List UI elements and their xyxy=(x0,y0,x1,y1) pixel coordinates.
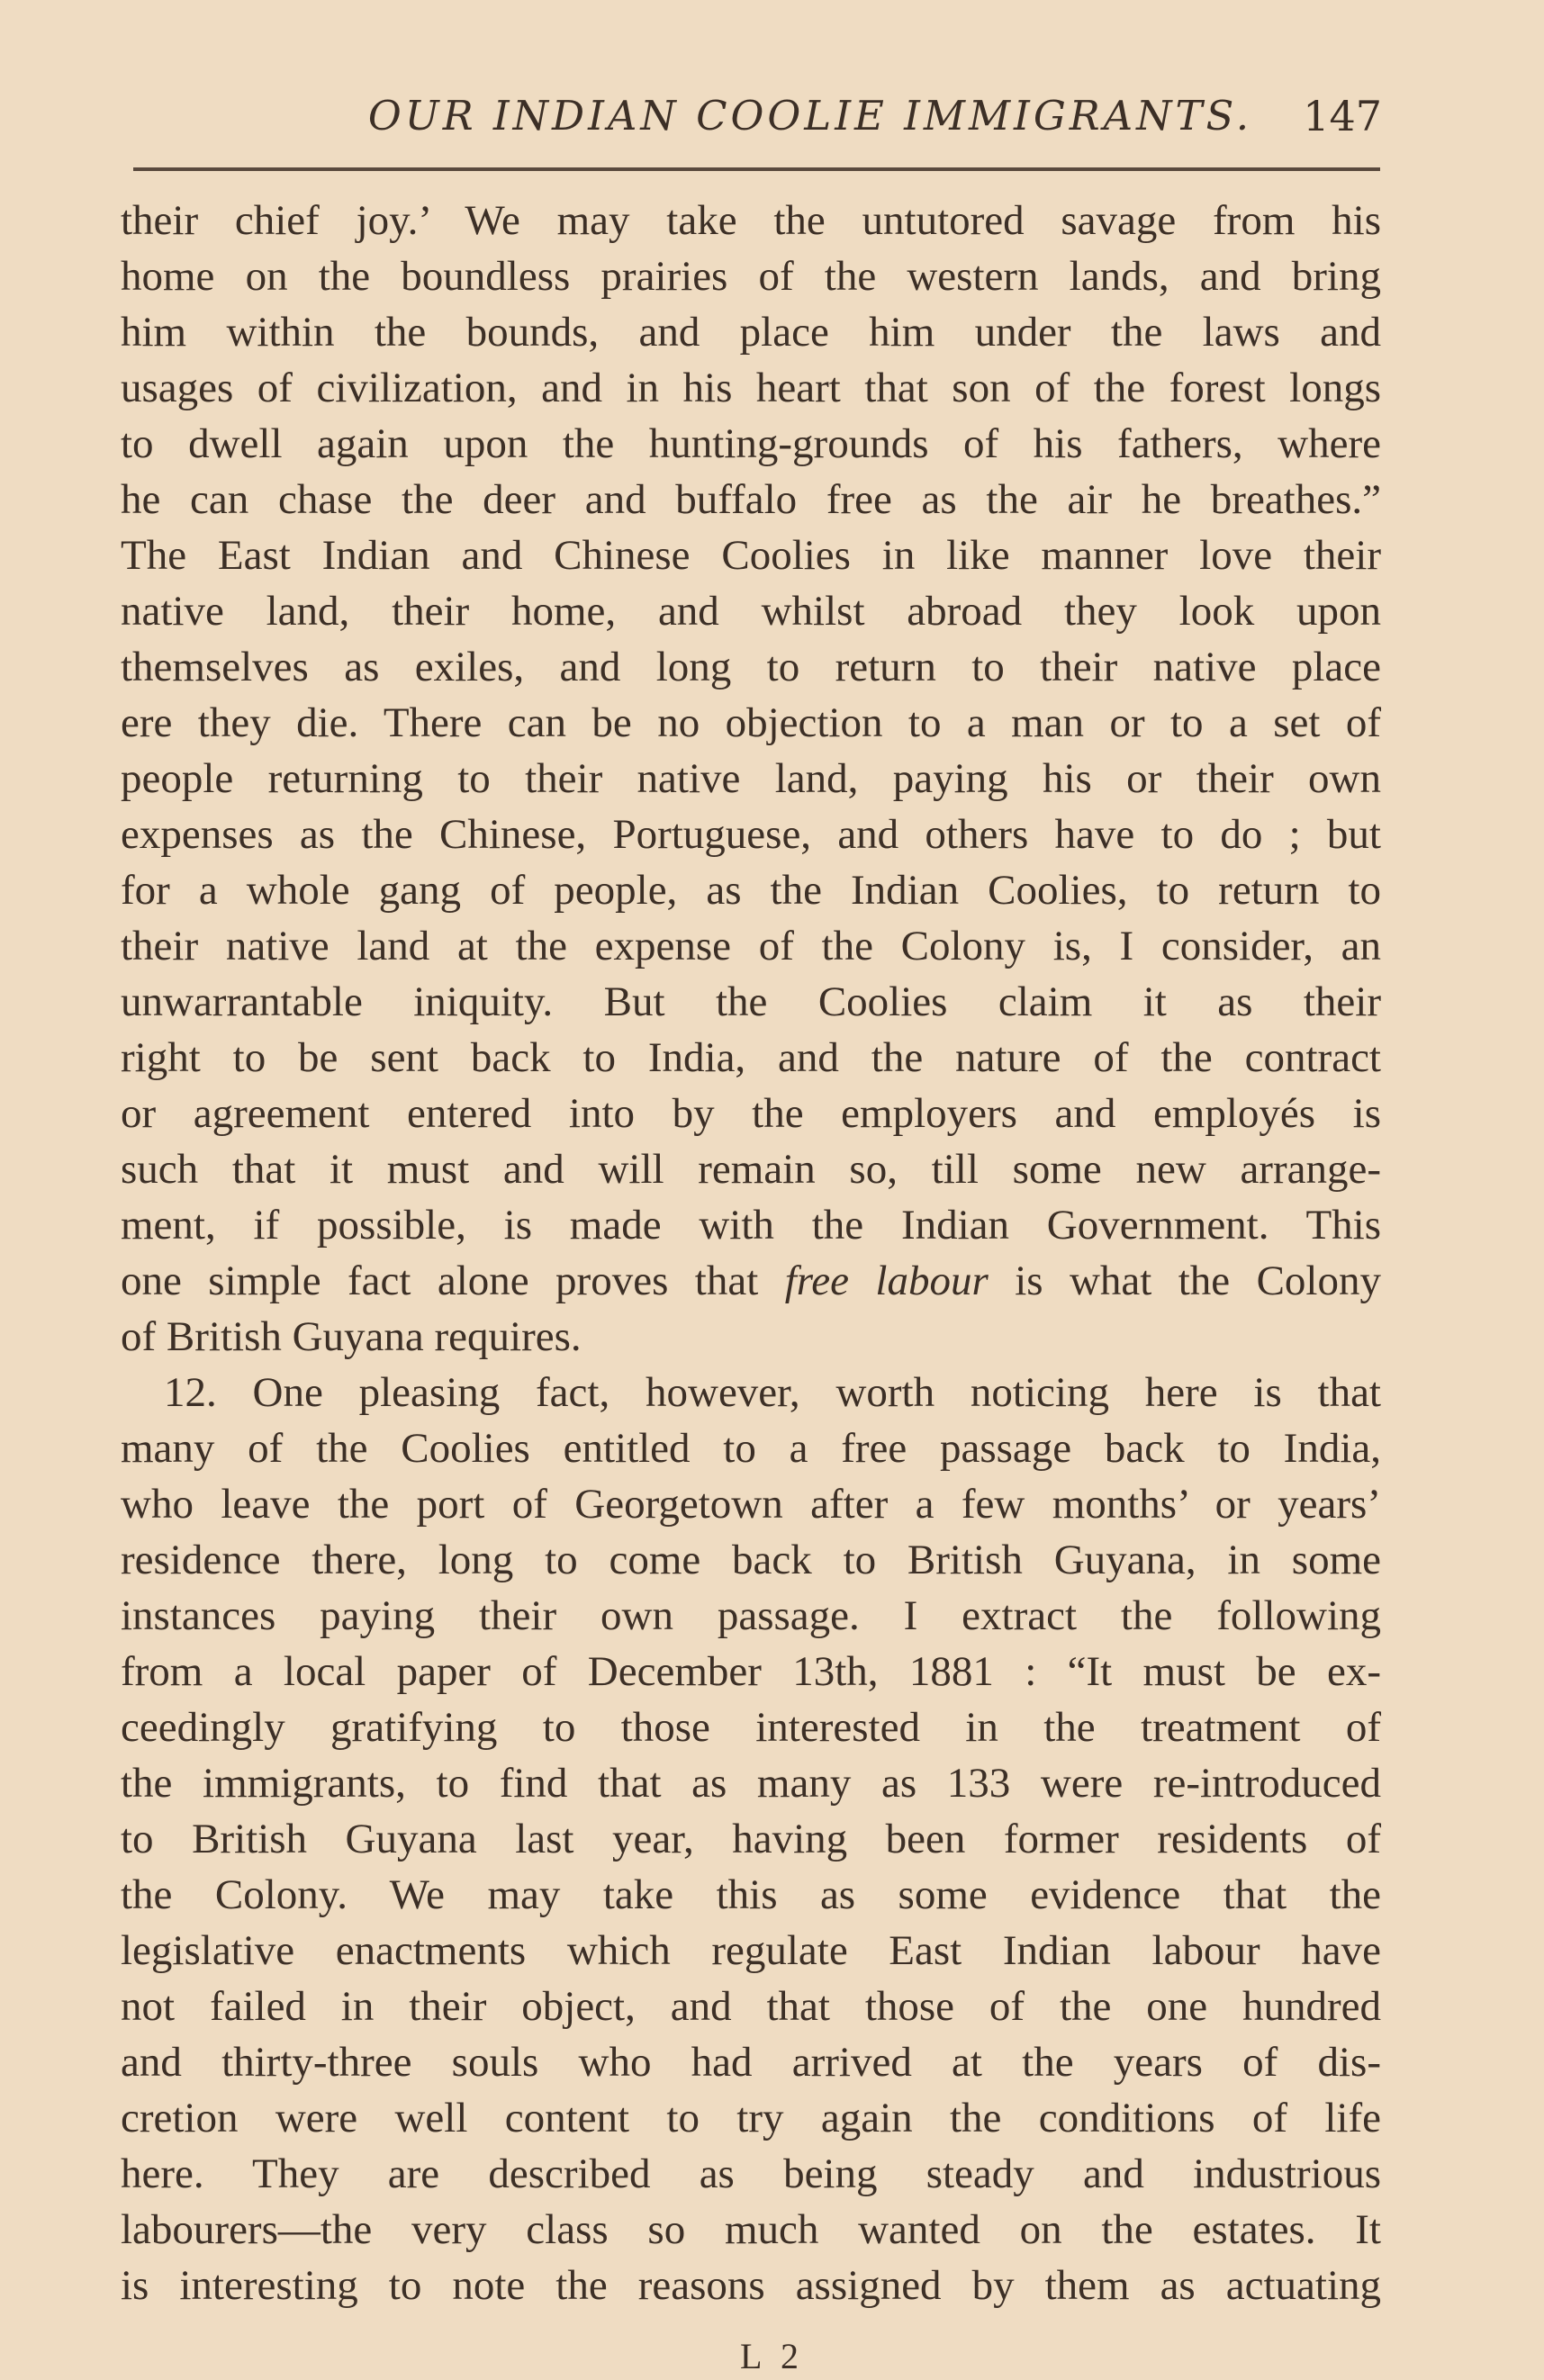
text-line: home on the boundless prairies of the western lands, and bring xyxy=(121,253,1381,300)
text-segment: is what the Colony xyxy=(988,1258,1381,1304)
text-segment: one simple fact alone proves that xyxy=(121,1258,785,1304)
page-number: 147 xyxy=(1303,92,1382,140)
text-line-with-italic xyxy=(121,1253,1381,1309)
text-line: many of the Coolies entitled to a free passage back to India, xyxy=(121,1425,1381,1472)
text-line: here. They are described as being steady and industrious xyxy=(121,2150,1381,2197)
text-line: legislative enactments which regulate East Indian labour have xyxy=(121,1927,1381,1974)
text-line: their native land at the expense of the Colony is, I consider, an xyxy=(121,923,1381,969)
body-text xyxy=(121,193,1381,2313)
text-line: themselves as exiles, and long to return to their native place xyxy=(121,644,1381,690)
text-line: who leave the port of Georgetown after a few months’ or years’ xyxy=(121,1481,1381,1528)
italic-phrase: free labour xyxy=(784,1258,989,1304)
text-line: from a local paper of December 13th, 1881 : “It must be ex- xyxy=(121,1648,1381,1695)
text-line: he can chase the deer and buffalo free as the air he breathes.” xyxy=(121,476,1381,523)
paragraph-first-line: 12. One pleasing fact, however, worth noticing here is that xyxy=(164,1369,1381,1416)
text-line: The East Indian and Chinese Coolies in like manner love their xyxy=(121,532,1381,579)
text-line: labourers—the very class so much wanted on the estates. It xyxy=(121,2206,1381,2253)
text-line: usages of civilization, and in his heart that son of the forest longs xyxy=(121,365,1381,411)
page-header xyxy=(117,88,1382,151)
text-line: people returning to their native land, paying his or their own xyxy=(121,755,1381,802)
text-line: not failed in their object, and that those of the one hundred xyxy=(121,1983,1381,2030)
header-rule xyxy=(133,167,1380,171)
text-line: ceedingly gratifying to those interested in the treatment of xyxy=(121,1704,1381,1751)
text-line: such that it must and will remain so, till some new arrange- xyxy=(121,1146,1381,1193)
text-line: native land, their home, and whilst abroad they look upon xyxy=(121,588,1381,635)
text-line: the immigrants, to find that as many as 133 were re-introduced xyxy=(121,1760,1381,1807)
text-line: of British Guyana requires. xyxy=(121,1313,582,1360)
text-line: ere they die. There can be no objection to a man or to a set of xyxy=(121,699,1381,746)
text-line: expenses as the Chinese, Portuguese, and others have to do ; but xyxy=(121,811,1381,858)
text-line: is interesting to note the reasons assigned by them as actuating xyxy=(121,2262,1381,2309)
text-line: their chief joy.’ We may take the untutored savage from his xyxy=(121,197,1381,244)
text-line: to British Guyana last year, having been former residents of xyxy=(121,1816,1381,1862)
running-title: OUR INDIAN COOLIE IMMIGRANTS. xyxy=(367,92,1253,140)
text-line: to dwell again upon the hunting-grounds of his fathers, where xyxy=(121,420,1381,467)
text-line: or agreement entered into by the employers and employés is xyxy=(121,1090,1381,1137)
text-line: him within the bounds, and place him under the laws and xyxy=(121,309,1381,356)
text-line: ment, if possible, is made with the Indian Government. This xyxy=(121,1202,1381,1249)
text-line: for a whole gang of people, as the Indian Coolies, to return to xyxy=(121,867,1381,914)
text-line: right to be sent back to India, and the nature of the contract xyxy=(121,1034,1381,1081)
text-line: the Colony. We may take this as some evidence that the xyxy=(121,1871,1381,1918)
signature-mark: L 2 xyxy=(740,2336,804,2376)
text-line: cretion were well content to try again the conditions of life xyxy=(121,2095,1381,2141)
text-line: unwarrantable iniquity. But the Coolies claim it as their xyxy=(121,978,1381,1025)
text-line: instances paying their own passage. I extract the following xyxy=(121,1592,1381,1639)
text-line: and thirty-three souls who had arrived at the years of dis- xyxy=(121,2039,1381,2086)
text-line: residence there, long to come back to British Guyana, in some xyxy=(121,1537,1381,1583)
